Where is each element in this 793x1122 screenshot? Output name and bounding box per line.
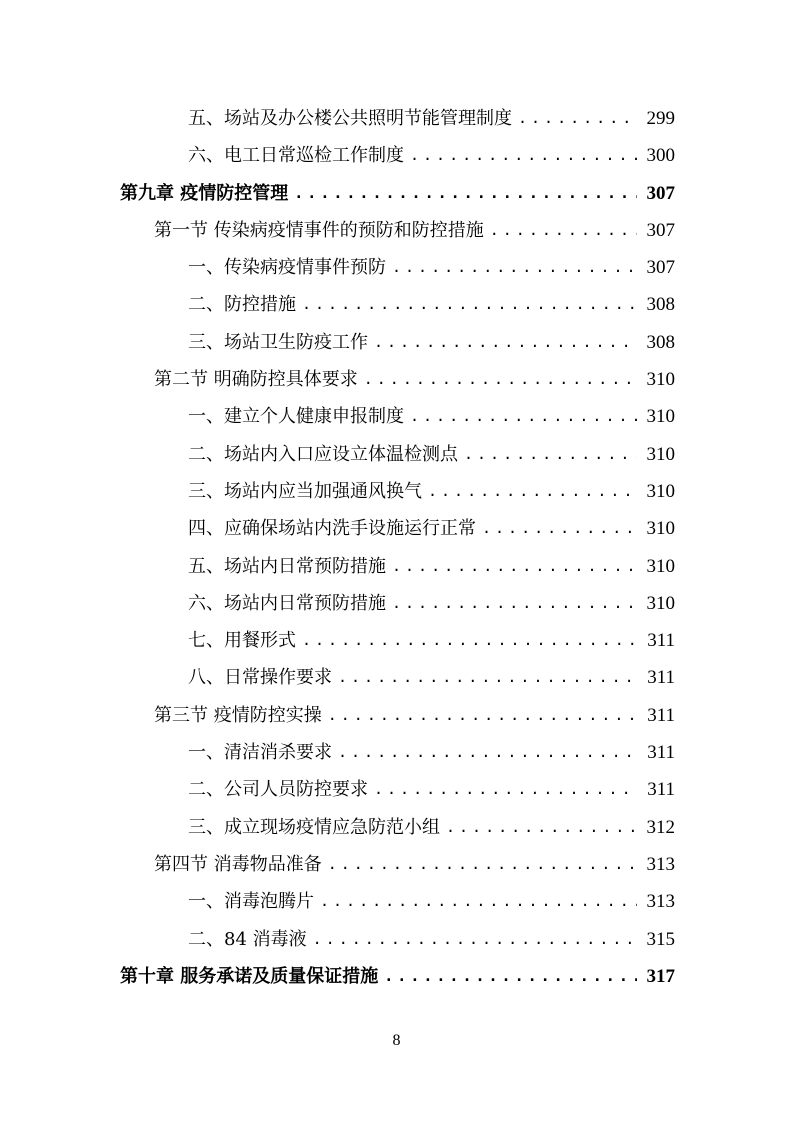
toc-dot-leader: [374, 324, 637, 361]
toc-dot-leader: [364, 361, 637, 398]
toc-entry-title: 第四节 消毒物品准备: [154, 853, 322, 875]
toc-entry-page-number: 308: [646, 294, 675, 316]
toc-entry-title: 第十章 服务承诺及质量保证措施: [120, 965, 379, 987]
toc-entry-title: 五、场站内日常预防措施: [188, 555, 386, 577]
toc-item-entry[interactable]: [120, 398, 675, 435]
table-of-contents: [120, 100, 675, 995]
toc-entry-page-number: 310: [646, 592, 675, 614]
toc-entry-page-number: 307: [646, 182, 675, 204]
toc-entry-page-number: 308: [646, 331, 675, 353]
toc-dot-leader: [518, 100, 637, 137]
toc-dot-leader: [384, 958, 637, 995]
toc-entry-page-number: 311: [647, 630, 675, 652]
toc-entry-title: 第九章 疫情防控管理: [120, 182, 289, 204]
toc-item-entry[interactable]: [120, 473, 675, 510]
toc-entry-page-number: 317: [646, 965, 675, 987]
toc-entry-title: 一、清洁消杀要求: [188, 742, 332, 764]
toc-entry-page-number: 311: [647, 704, 675, 726]
toc-dot-leader: [338, 734, 637, 771]
toc-entry-page-number: 307: [646, 257, 675, 279]
toc-section-entry[interactable]: [120, 697, 675, 734]
toc-entry-page-number: 311: [647, 779, 675, 801]
toc-dot-leader: [338, 659, 637, 696]
toc-dot-leader: [446, 809, 637, 846]
toc-entry-page-number: 315: [646, 928, 675, 950]
toc-dot-leader: [313, 921, 637, 958]
toc-item-entry[interactable]: [120, 436, 675, 473]
toc-entry-title: 三、场站卫生防疫工作: [188, 331, 368, 353]
page-number: 8: [392, 1032, 401, 1049]
toc-item-entry[interactable]: [120, 548, 675, 585]
toc-dot-leader: [490, 212, 637, 249]
toc-entry-page-number: 310: [646, 518, 675, 540]
toc-entry-page-number: 299: [646, 108, 675, 129]
toc-entry-title: 一、建立个人健康申报制度: [188, 406, 404, 428]
toc-item-entry[interactable]: [120, 510, 675, 547]
toc-entry-title: 二、84 消毒液: [188, 928, 307, 950]
toc-item-entry[interactable]: [120, 286, 675, 323]
toc-chapter-entry[interactable]: [120, 175, 675, 212]
toc-dot-leader: [302, 622, 637, 659]
toc-item-entry[interactable]: [120, 622, 675, 659]
toc-item-entry[interactable]: [120, 771, 675, 808]
toc-dot-leader: [328, 846, 637, 883]
toc-entry-page-number: 310: [646, 443, 675, 465]
toc-entry-title: 一、消毒泡腾片: [188, 891, 314, 913]
toc-item-entry[interactable]: [120, 100, 675, 137]
toc-dot-leader: [410, 398, 637, 435]
toc-dot-leader: [320, 883, 637, 920]
toc-item-entry[interactable]: [120, 809, 675, 846]
toc-chapter-entry[interactable]: [120, 958, 675, 995]
toc-entry-title: 二、防控措施: [188, 294, 296, 316]
toc-entry-title: 一、传染病疫情事件预防: [188, 257, 386, 279]
toc-dot-leader: [328, 697, 637, 734]
toc-dot-leader: [392, 548, 637, 585]
toc-entry-title: 六、场站内日常预防措施: [188, 592, 386, 614]
toc-entry-page-number: 313: [646, 853, 675, 875]
toc-dot-leader: [482, 510, 637, 547]
toc-entry-page-number: 313: [646, 891, 675, 913]
toc-entry-page-number: 310: [646, 480, 675, 502]
toc-entry-title: 四、应确保场站内洗手设施运行正常: [188, 518, 476, 540]
toc-dot-leader: [374, 771, 637, 808]
toc-entry-title: 第三节 疫情防控实操: [154, 704, 322, 726]
toc-dot-leader: [428, 473, 637, 510]
toc-entry-page-number: 300: [646, 145, 675, 167]
toc-entry-page-number: 310: [646, 406, 675, 428]
toc-entry-title: 三、成立现场疫情应急防范小组: [188, 816, 440, 838]
toc-dot-leader: [392, 585, 637, 622]
toc-entry-title: 五、场站及办公楼公共照明节能管理制度: [188, 108, 512, 129]
toc-entry-title: 二、公司人员防控要求: [188, 779, 368, 801]
toc-entry-title: 七、用餐形式: [188, 630, 296, 652]
toc-item-entry[interactable]: [120, 137, 675, 174]
toc-item-entry[interactable]: [120, 883, 675, 920]
toc-dot-leader: [410, 137, 637, 174]
toc-item-entry[interactable]: [120, 734, 675, 771]
toc-item-entry[interactable]: [120, 249, 675, 286]
toc-section-entry[interactable]: [120, 846, 675, 883]
toc-section-entry[interactable]: [120, 212, 675, 249]
toc-entry-title: 八、日常操作要求: [188, 667, 332, 689]
toc-entry-page-number: 311: [647, 742, 675, 764]
toc-entry-page-number: 307: [646, 219, 675, 241]
toc-entry-title: 六、电工日常巡检工作制度: [188, 145, 404, 167]
toc-entry-page-number: 310: [646, 555, 675, 577]
toc-entry-page-number: 311: [647, 667, 675, 689]
toc-dot-leader: [464, 436, 637, 473]
toc-dot-leader: [294, 175, 637, 212]
toc-section-entry[interactable]: [120, 361, 675, 398]
toc-entry-title: 三、场站内应当加强通风换气: [188, 480, 422, 502]
toc-entry-title: 第二节 明确防控具体要求: [154, 369, 358, 391]
toc-entry-title: 二、场站内入口应设立体温检测点: [188, 443, 458, 465]
toc-item-entry[interactable]: [120, 585, 675, 622]
toc-dot-leader: [392, 249, 637, 286]
toc-item-entry[interactable]: [120, 324, 675, 361]
toc-entry-title: 第一节 传染病疫情事件的预防和防控措施: [154, 219, 484, 241]
toc-entry-page-number: 310: [646, 369, 675, 391]
toc-entry-page-number: 312: [646, 816, 675, 838]
toc-item-entry[interactable]: [120, 921, 675, 958]
toc-item-entry[interactable]: [120, 659, 675, 696]
toc-dot-leader: [302, 286, 637, 323]
